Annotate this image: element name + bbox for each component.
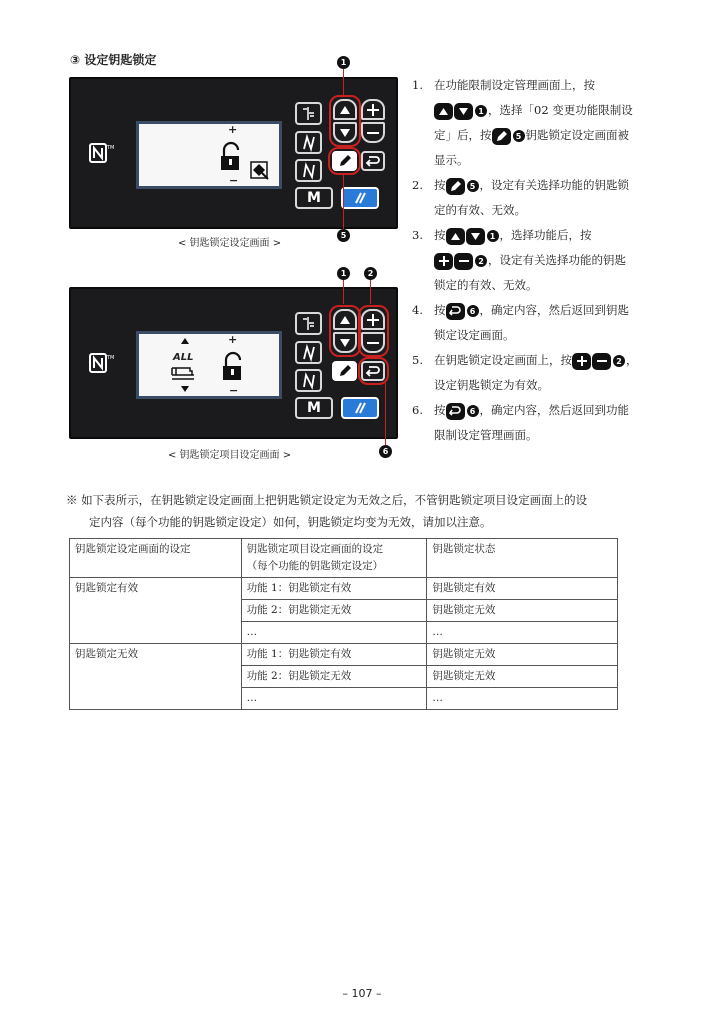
- ref-badge: 1: [487, 230, 499, 242]
- callout-5: 5: [337, 229, 350, 242]
- pencil-icon: [338, 364, 352, 378]
- step-6: 6. 按 6 ，确定内容，然后返回到功能 限制设定管理画面。: [412, 403, 629, 442]
- step-4: 4. 按 6 ，确定内容，然后返回到钥匙 锁定设定画面。: [412, 303, 629, 342]
- note-line-2: 定内容（每个功能的钥匙锁定设定）如何，钥匙锁定均变为无效，请加以注意。: [89, 515, 492, 529]
- up-arrow-icon: [181, 338, 189, 344]
- n-button-1[interactable]: [295, 341, 322, 364]
- lcd-minus-mark: −: [229, 174, 239, 187]
- m-button[interactable]: M: [295, 187, 333, 209]
- plus-button[interactable]: [361, 99, 385, 120]
- pencil-key-icon: [446, 178, 465, 195]
- up-key-icon: [434, 103, 453, 120]
- panel2-caption: < 钥匙锁定项目设定画面 >: [168, 450, 292, 461]
- step-3: 3. 按 1 ，选择功能后，按 2 ，设定有关选择功能的钥匙 锁定的有效、无效。: [412, 228, 626, 292]
- ready-button[interactable]: [341, 187, 379, 209]
- callout-1: 1: [337, 267, 350, 280]
- table-cell: 钥匙锁定无效: [70, 644, 242, 710]
- plus-key-icon: [572, 353, 591, 370]
- cursor-select-icon[interactable]: [250, 161, 270, 181]
- table-cell: …: [241, 688, 427, 710]
- highlight-ring-up-down: [329, 305, 361, 357]
- table-cell: …: [427, 622, 618, 644]
- callout-line: [343, 173, 344, 229]
- program-info-icon: [301, 316, 316, 331]
- step-2: 2. 按 5 ，设定有关选择功能的钥匙锁 定的有效、无效。: [412, 178, 629, 217]
- ready-button[interactable]: [341, 397, 379, 419]
- table-cell: 功能 1：钥匙锁定有效: [241, 578, 427, 600]
- plus-key-icon: [434, 253, 453, 270]
- table-cell: 功能 1：钥匙锁定有效: [241, 644, 427, 666]
- down-key-icon: [466, 228, 485, 245]
- padlock-icon: [221, 352, 245, 382]
- table-cell: 功能 2：钥匙锁定无效: [241, 600, 427, 622]
- program-info-icon: [301, 106, 316, 121]
- return-button[interactable]: [361, 151, 385, 171]
- highlight-ring-up-down: [329, 95, 361, 147]
- down-key-icon: [454, 103, 473, 120]
- lcd-screen: [136, 331, 282, 399]
- callout-line: [343, 69, 344, 95]
- down-arrow-icon: [181, 386, 189, 392]
- ref-badge: 6: [467, 405, 479, 417]
- n-icon: [302, 374, 316, 388]
- table-header-cell: 钥匙锁定设定画面的设定: [70, 539, 242, 578]
- n-icon: [302, 136, 316, 150]
- lcd-minus-mark: −: [229, 384, 239, 397]
- step-5: 5. 在钥匙锁定设定画面上，按 2 ， 设定钥匙锁定为有效。: [412, 353, 638, 392]
- table-cell: …: [241, 622, 427, 644]
- note-line-1: ※ 如下表所示，在钥匙锁定设定画面上把钥匙锁定设定为无效之后，不管钥匙锁定项目设定画面上的设: [66, 493, 588, 507]
- n-button-2[interactable]: [295, 369, 322, 392]
- return-key-icon: [446, 403, 465, 420]
- svg-text:TM: TM: [107, 145, 115, 151]
- callout-6: 6: [379, 445, 392, 458]
- callout-1-top: 1: [337, 56, 350, 69]
- all-label: ALL: [173, 352, 194, 363]
- ready-slash-icon: [352, 402, 368, 414]
- sewing-machine-icon: [170, 365, 196, 383]
- table-cell: …: [427, 688, 618, 710]
- step-1: 1. 在功能限制设定管理画面上，按 1 ，选择「02 变更功能限制设 定」后，按 5 钥匙锁定设定画面被 显示。: [412, 78, 633, 167]
- edit-button[interactable]: [332, 361, 357, 381]
- table-cell: 钥匙锁定有效: [427, 578, 618, 600]
- table-header-cell: 钥匙锁定状态: [427, 539, 618, 578]
- caution-note: [66, 489, 666, 533]
- n-button-1[interactable]: [295, 131, 322, 154]
- table-row: [70, 578, 618, 600]
- ref-badge: 5: [467, 180, 479, 192]
- program-info-button[interactable]: [295, 102, 322, 125]
- nfc-icon: [89, 143, 115, 163]
- minus-button[interactable]: [361, 122, 385, 143]
- table-cell: 钥匙锁定无效: [427, 600, 618, 622]
- table-row: [70, 644, 618, 666]
- ref-badge: 2: [475, 255, 487, 267]
- program-info-button[interactable]: [295, 312, 322, 335]
- minus-key-icon: [454, 253, 473, 270]
- padlock-icon: [219, 142, 243, 172]
- lcd-plus-mark: +: [228, 123, 238, 136]
- instruction-steps: [412, 73, 662, 448]
- highlight-ring-edit: [328, 147, 361, 175]
- highlight-ring-return: [358, 357, 389, 385]
- ref-badge: 1: [475, 105, 487, 117]
- table-header-row: [70, 539, 618, 578]
- ref-badge: 5: [513, 130, 525, 142]
- nfc-icon: [89, 353, 115, 373]
- callout-line: [343, 280, 344, 304]
- key-lock-item-setting-panel: [69, 287, 398, 439]
- panel1-caption: < 钥匙锁定设定画面 >: [178, 238, 282, 249]
- ready-slash-icon: [352, 192, 368, 204]
- plus-icon: [367, 104, 379, 116]
- callout-line: [370, 280, 371, 304]
- n-icon: [302, 346, 316, 360]
- table-cell: 钥匙锁定无效: [427, 644, 618, 666]
- minus-icon: [367, 131, 379, 135]
- section-title: ③ 设定钥匙锁定: [70, 53, 157, 67]
- table-cell: 钥匙锁定有效: [70, 578, 242, 644]
- svg-text:TM: TM: [107, 355, 115, 361]
- page-number: – 107 –: [342, 987, 382, 1000]
- table-cell: 功能 2：钥匙锁定无效: [241, 666, 427, 688]
- lcd-plus-mark: +: [228, 333, 238, 346]
- n-icon: [302, 164, 316, 178]
- minus-key-icon: [592, 353, 611, 370]
- table-header-cell: 钥匙锁定项目设定画面的设定 （每个功能的钥匙锁定设定）: [241, 539, 427, 578]
- pencil-key-icon: [492, 128, 511, 145]
- highlight-ring-plus-minus: [358, 305, 389, 357]
- key-lock-table: [69, 538, 618, 710]
- up-key-icon: [446, 228, 465, 245]
- key-lock-setting-panel: [69, 77, 398, 229]
- return-icon: [366, 155, 380, 167]
- lcd-screen: [136, 121, 282, 189]
- callout-line: [385, 383, 386, 445]
- return-key-icon: [446, 303, 465, 320]
- n-button-2[interactable]: [295, 159, 322, 182]
- callout-2: 2: [364, 267, 377, 280]
- ref-badge: 2: [613, 355, 625, 367]
- m-button[interactable]: M: [295, 397, 333, 419]
- table-cell: 钥匙锁定无效: [427, 666, 618, 688]
- ref-badge: 6: [467, 305, 479, 317]
